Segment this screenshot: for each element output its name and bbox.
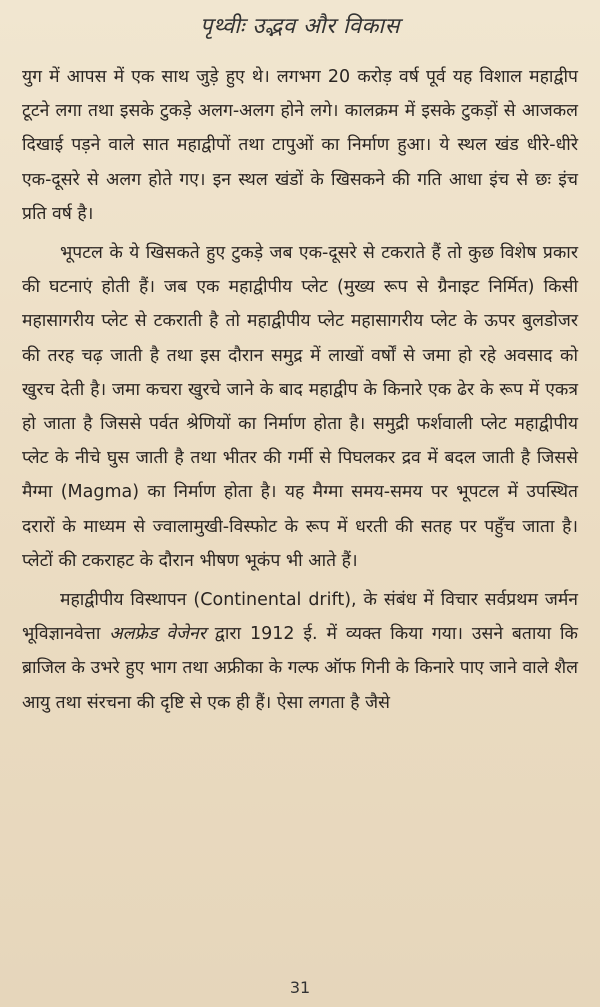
paragraph-2: भूपटल के ये खिसकते हुए टुकड़े जब एक-दूसरे से टकराते हैं तो कुछ विशेष प्रकार की घटनाएं होती हैं। जब एक महाद्वीपीय प्लेट (मुख्य रूप से ग्रैनाइट निर्मित) किसी महासागरीय प्लेट से टकराती है तो महाद्वीपीय प्लेट महासागरीय प्लेट के ऊपर बुलडोजर की तरह चढ़ जाती है तथा इस दौरान समुद्र में लाखों वर्षों से जमा हो रहे अवसाद को खुरच देती है। जमा कचरा खुरचे जाने के बाद महाद्वीप के किनारे एक ढेर के रूप में एकत्र हो जाता है जिससे पर्वत श्रेणियों का निर्माण होता है। समुद्री फर्शवाली प्लेट महाद्वीपीय प्लेट के नीचे घुस जाती है तथा भीतर की गर्मी से पिघलकर द्रव में बदल जाती है जिससे मैग्मा (Magma) का निर्माण होता है। यह मैग्मा समय-समय पर भूपटल में उपस्थित दरारों के माध्यम से ज्वालामुखी-विस्फोट के रूप में धरती की सतह पर पहुँच जाता है। प्लेटों की टकराहट के दौरान भीषण भूकंप भी आते हैं। [22, 243, 578, 571]
body-text [22, 60, 578, 720]
running-header: पृथ्वीः उद्भव और विकास [200, 14, 400, 39]
paragraph-3-intro: महाद्वीपीय विस्थापन (Continental drift), के संबंध में विचार सर्वप्रथम जर्मन भूविज्ञानवेत्ता [22, 590, 578, 645]
paragraph-3-rest: द्वारा 1912 ई. में व्यक्त किया गया। उसने बताया कि ब्राजिल के उभरे हुए भाग तथा अफ्रीका के गल्फ ऑफ गिनी के किनारे पाए जाने वाले शैल आयु तथा संरचना की दृष्टि से एक ही हैं। ऐसा लगता है जैसे [22, 624, 578, 713]
paragraph-3 [22, 583, 578, 720]
paragraph-1: युग में आपस में एक साथ जुड़े हुए थे। लगभग 20 करोड़ वर्ष पूर्व यह विशाल महाद्वीप टूटने लगा तथा इसके टुकड़े अलग-अलग होने लगे। कालक्रम में इसके टुकड़ों से आजकल दिखाई पड़ने वाले सात महाद्वीपों तथा टापुओं का निर्माण हुआ। ये स्थल खंड धीरे-धीरे एक-दूसरे से अलग होते गए। इन स्थल खंडों के खिसकने की गति आधा इंच से छः इंच प्रति वर्ष है। [22, 67, 578, 224]
page-number: 31 [289, 978, 311, 997]
scientist-name: अलफ्रेड वेजेनर [109, 624, 206, 645]
